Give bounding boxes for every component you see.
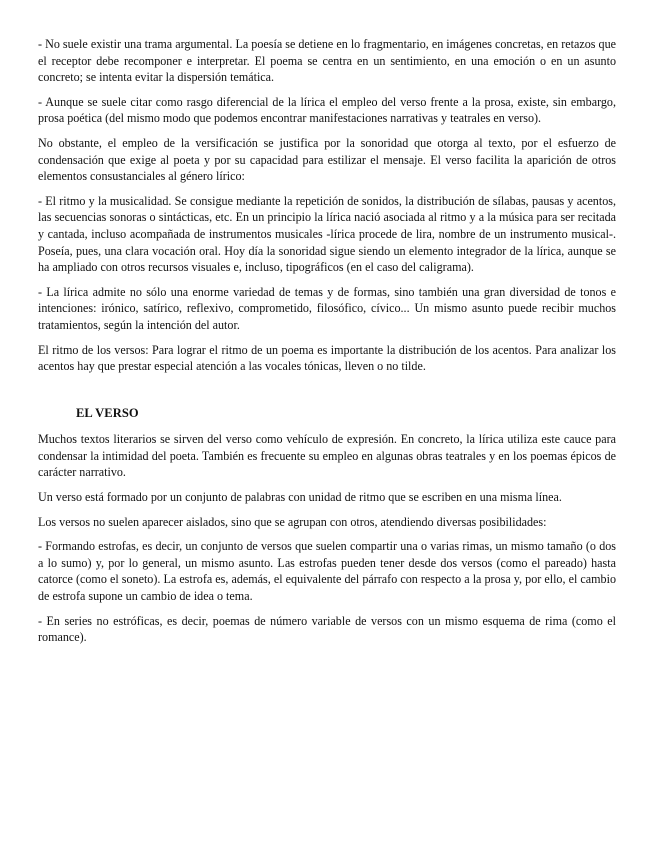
paragraph-prosa-poetica: - Aunque se suele citar como rasgo diferencial de la lírica el empleo del verso frente a la prosa, existe, sin embargo, prosa poética (del mismo modo que podemos encontrar manifestaciones narrativas y teatrales en verso). [38, 94, 616, 126]
paragraph-agrupacion: Los versos no suelen aparecer aislados, sino que se agrupan con otros, atendiendo diversas posibilidades: [38, 514, 547, 529]
paragraph-textos-literarios: Muchos textos literarios se sirven del verso como vehículo de expresión. En concreto, la lírica utiliza este cauce para condensar la intimidad del poeta. También es frecuente su empleo en algunas obras teatrales y en los poemas épicos de carácter narrativo. [38, 432, 616, 480]
paragraph-variedad-temas: - La lírica admite no sólo una enorme variedad de temas y de formas, sino también una gran diversidad de tonos e intenciones: irónico, satírico, reflexivo, comprometido, filosófico, cívico... Un mismo asunto puede recibir muchos tratamientos, según la intención del autor. [38, 284, 616, 332]
paragraph-series-no-estroficas: - En series no estróficas, es decir, poemas de número variable de versos con un mismo esquema de rima (como el romance). [38, 613, 616, 645]
paragraph-definicion-verso: Un verso está formado por un conjunto de palabras con unidad de ritmo que se escriben en una misma línea. [38, 490, 562, 505]
paragraph-ritmo-versos: El ritmo de los versos: Para lograr el ritmo de un poema es importante la distribución de los acentos. Para analizar los acentos hay que prestar especial atención a las vocales tónicas, lleven o no tilde. [38, 342, 616, 374]
section-heading: EL VERSO [76, 405, 139, 420]
paragraph-versificacion: No obstante, el empleo de la versificación se justifica por la sonoridad que otorga al texto, por el esfuerzo de condensación que exige al poeta y por su capacidad para estilizar el mensaje. El verso facilita la aparición de otros elementos consustanciales al género lírico: [38, 135, 616, 184]
paragraph-estrofas: - Formando estrofas, es decir, un conjunto de versos que suelen compartir una o varias rimas, un mismo tamaño (o dos a lo sumo) y, por lo general, un mismo asunto. Las estrofas pueden tener desde dos versos (como el pareado) hasta catorce (como el soneto). La estrofa es, además, el equivalente del párrafo con respecto a la prosa y, por ello, el cambio de estrofa supone un cambio de idea o tema. [38, 539, 616, 604]
document-page [38, 36, 616, 654]
paragraph-ritmo-musicalidad: - El ritmo y la musicalidad. Se consigue mediante la repetición de sonidos, la distribución de sílabas, pausas y acentos, las secuencias sonoras o sintácticas, etc. En un principio la lírica nació asociada al ritmo y a la música para ser recitada y cantada, incluso acompañada de instrumentos musicales -lírica procede de lira, nombre de un instrumento musical-. Poseía, pues, una clara vocación oral. Hoy día la sonoridad sigue siendo un elemento integrador de la lírica, aunque se ha ampliado con otros recursos visuales e, incluso, tipográficos (en el caso del caligrama). [38, 193, 616, 275]
paragraph-trama: - No suele existir una trama argumental. La poesía se detiene en lo fragmentario, en imágenes concretas, en retazos que el receptor debe recomponer e interpretar. El poema se centra en un sentimiento, en una emoción o en un asunto concreto; se intenta evitar la dispersión temática. [38, 37, 616, 85]
